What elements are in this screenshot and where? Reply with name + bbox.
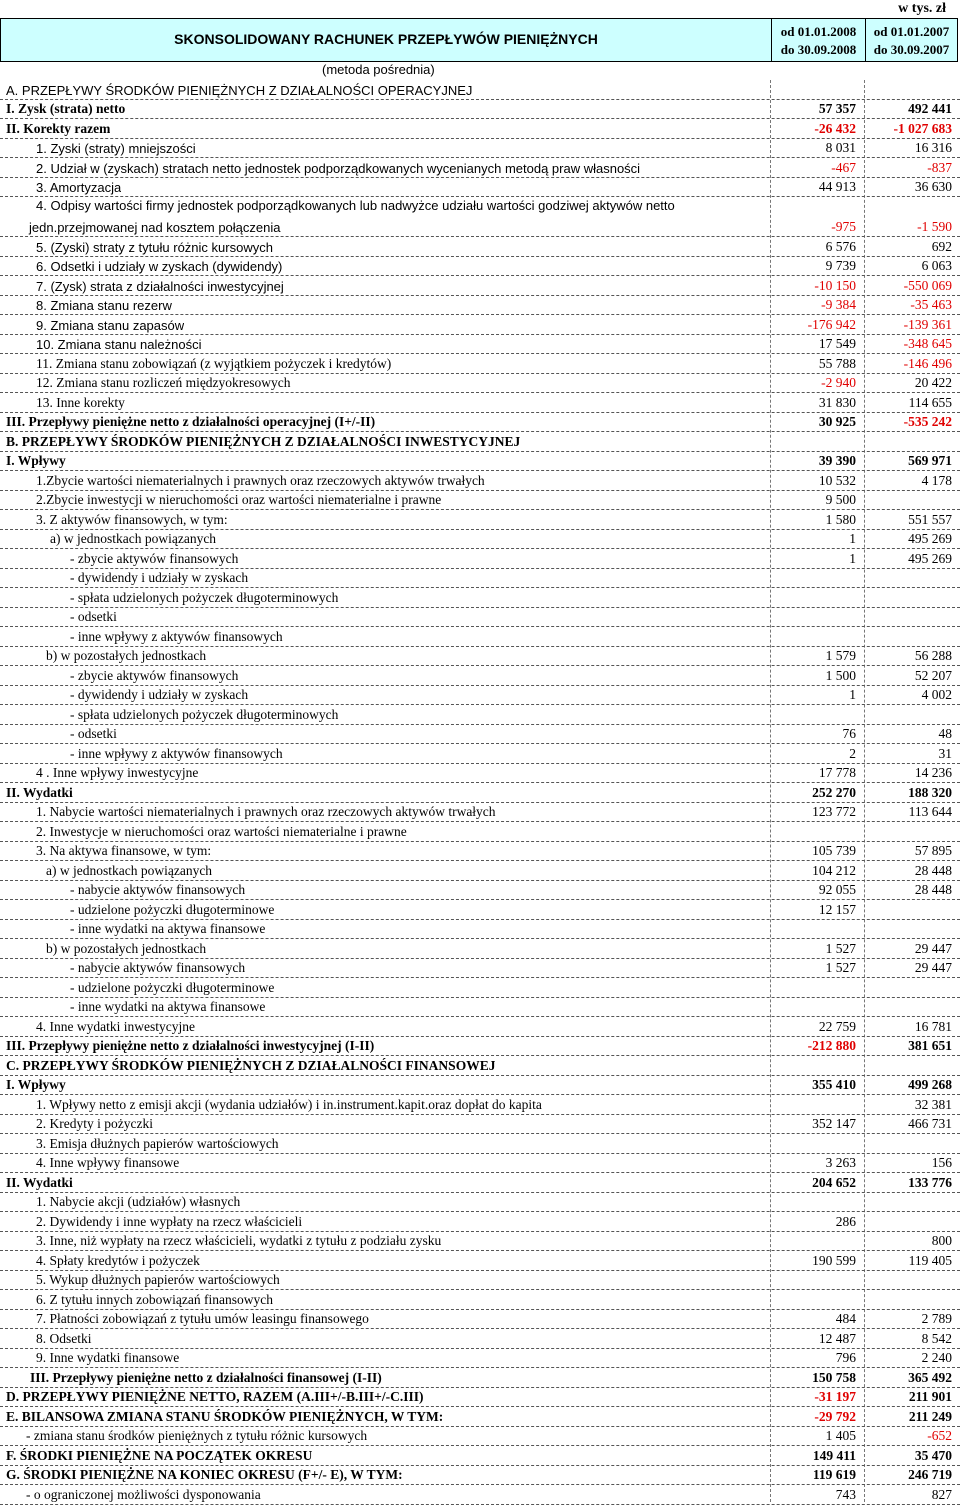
value-2007: -1 027 683 bbox=[893, 120, 952, 136]
value-2008: -26 432 bbox=[814, 120, 856, 136]
value-2007: 20 422 bbox=[914, 375, 952, 390]
value-2007: 4 178 bbox=[921, 472, 952, 488]
value-2007: 4 002 bbox=[921, 687, 952, 702]
value-2007: 692 bbox=[931, 238, 952, 254]
table-row bbox=[0, 1251, 960, 1271]
value-2007: 48 bbox=[938, 726, 952, 741]
value-2007: 119 405 bbox=[908, 1252, 952, 1268]
table-row bbox=[0, 1388, 960, 1408]
row-label: 3. Z aktywów finansowych, w tym: bbox=[36, 511, 228, 527]
value-2008: 105 739 bbox=[812, 843, 856, 858]
table-row bbox=[0, 413, 960, 433]
row-label: 8. Zmiana stanu rezerw bbox=[36, 298, 172, 313]
row-label: 8. Odsetki bbox=[36, 1330, 92, 1346]
row-label: 1. Wpływy netto z emisji akcji (wydania udziałów) i in.instrument.kapit.oraz dopłat do kapita bbox=[36, 1096, 542, 1112]
row-label: II. Wydatki bbox=[6, 784, 73, 800]
table-row bbox=[0, 705, 960, 725]
value-2008: 150 758 bbox=[812, 1369, 856, 1385]
table-row bbox=[0, 1134, 960, 1154]
value-2008: 17 778 bbox=[818, 765, 856, 780]
table-row bbox=[0, 178, 960, 198]
unit-label: w tys. zł bbox=[898, 1, 946, 16]
row-label: III. Przepływy pieniężne netto z działalności operacyjnej (I+/-II) bbox=[6, 414, 376, 429]
cash-flow-table bbox=[0, 80, 960, 1505]
value-2008: 352 147 bbox=[812, 1116, 856, 1131]
value-2007: 29 447 bbox=[914, 960, 952, 975]
table-row bbox=[0, 1427, 960, 1447]
table-row bbox=[0, 1271, 960, 1291]
value-2008: -29 792 bbox=[814, 1408, 856, 1424]
row-label: 1. Zyski (straty) mniejszości bbox=[36, 141, 196, 156]
table-row bbox=[0, 861, 960, 881]
table-row bbox=[0, 900, 960, 920]
table-row bbox=[0, 335, 960, 355]
value-2007: 16 781 bbox=[914, 1018, 952, 1034]
table-row bbox=[0, 920, 960, 940]
row-label: E. BILANSOWA ZMIANA STANU ŚRODKÓW PIENIĘŻNYCH, W TYM: bbox=[6, 1408, 444, 1424]
table-row bbox=[0, 393, 960, 413]
value-2007: 6 063 bbox=[921, 258, 952, 273]
row-label: 6. Z tytułu innych zobowiązań finansowych bbox=[36, 1291, 273, 1307]
row-label: 4 . Inne wpływy inwestycyjne bbox=[36, 765, 199, 780]
value-2007: -1 590 bbox=[917, 219, 952, 234]
value-2007: 35 470 bbox=[914, 1447, 952, 1463]
value-2008: 119 619 bbox=[812, 1467, 856, 1482]
table-row bbox=[0, 627, 960, 647]
value-2007: -146 496 bbox=[903, 355, 952, 371]
value-2008: 44 913 bbox=[818, 179, 856, 194]
row-label: 9. Zmiana stanu zapasów bbox=[36, 317, 185, 333]
row-label: a) w jednostkach powiązanych bbox=[50, 531, 217, 546]
value-2007: 56 288 bbox=[914, 648, 952, 663]
table-row bbox=[0, 471, 960, 491]
table-row bbox=[0, 1329, 960, 1349]
table-row bbox=[0, 100, 960, 120]
period-from: od 01.01.2008 bbox=[780, 24, 857, 39]
row-label: 10. Zmiana stanu należności bbox=[36, 337, 202, 352]
row-label: 6. Odsetki i udziały w zyskach (dywidendy) bbox=[36, 259, 283, 274]
value-2007: 499 268 bbox=[908, 1077, 952, 1092]
value-2008: 8 031 bbox=[825, 140, 856, 155]
row-label: 1. Nabycie wartości niematerialnych i prawnych oraz rzeczowych aktywów trwałych bbox=[36, 804, 496, 819]
value-2008: 1 bbox=[849, 550, 856, 566]
row-label: 5. Wykup dłużnych papierów wartościowych bbox=[36, 1272, 280, 1287]
row-label: 1. Nabycie akcji (udziałów) własnych bbox=[36, 1194, 241, 1209]
value-2008: 9 739 bbox=[825, 258, 856, 273]
table-row bbox=[0, 491, 960, 511]
value-2007: 28 448 bbox=[914, 882, 952, 897]
table-row bbox=[0, 1017, 960, 1037]
table-row bbox=[0, 725, 960, 745]
table-row bbox=[0, 881, 960, 901]
value-2007: -837 bbox=[927, 159, 952, 175]
table-row bbox=[0, 1056, 960, 1076]
row-label: 3. Inne, niż wypłaty na rzecz właścicieli, wydatki z tytułu z podziału zysku bbox=[36, 1233, 442, 1248]
table-row bbox=[0, 1290, 960, 1310]
value-2008: 743 bbox=[835, 1486, 856, 1502]
table-row bbox=[0, 315, 960, 335]
value-2008: 17 549 bbox=[818, 336, 856, 351]
value-2007: 113 644 bbox=[908, 804, 952, 819]
value-2007: 14 236 bbox=[914, 765, 952, 780]
value-2007: 57 895 bbox=[914, 843, 952, 858]
row-label: II. Wydatki bbox=[6, 1174, 73, 1190]
value-2007: -652 bbox=[927, 1428, 952, 1443]
value-2007: 133 776 bbox=[908, 1174, 952, 1190]
value-2008: 12 487 bbox=[818, 1330, 856, 1346]
row-label: - inne wydatki na aktywa finansowe bbox=[70, 921, 266, 936]
row-label: 11. Zmiana stanu zobowiązań (z wyjątkiem pożyczek i kredytów) bbox=[36, 355, 392, 371]
table-row bbox=[0, 1232, 960, 1252]
row-label: b) w pozostałych jednostkach bbox=[46, 940, 207, 956]
table-row bbox=[0, 1446, 960, 1466]
row-label: III. Przepływy pieniężne netto z działalności inwestycyjnej (I-II) bbox=[6, 1038, 375, 1053]
value-2007: 188 320 bbox=[908, 784, 952, 800]
value-2008: -2 940 bbox=[821, 375, 856, 390]
table-row bbox=[0, 1212, 960, 1232]
table-row bbox=[0, 237, 960, 257]
value-2008: -10 150 bbox=[814, 277, 856, 293]
row-label: 2.Zbycie inwestycji w nieruchomości oraz wartości niematerialne i prawne bbox=[36, 492, 442, 507]
report-title: SKONSOLIDOWANY RACHUNEK PRZEPŁYWÓW PIENIĘŻNYCH bbox=[174, 31, 598, 47]
value-2007: 36 630 bbox=[914, 179, 952, 194]
table-row bbox=[0, 1076, 960, 1096]
value-2007: 800 bbox=[931, 1233, 952, 1248]
row-label: 7. (Zysk) strata z działalności inwestycyjnej bbox=[36, 278, 284, 294]
row-label: 2. Dywidendy i inne wypłaty na rzecz właścicieli bbox=[36, 1213, 303, 1229]
value-2007: -348 645 bbox=[903, 336, 952, 351]
value-2008: 92 055 bbox=[818, 882, 856, 897]
value-2007: 8 542 bbox=[921, 1330, 952, 1346]
value-2007: 29 447 bbox=[914, 940, 952, 956]
row-label: F. ŚRODKI PIENIĘŻNE NA POCZĄTEK OKRESU bbox=[6, 1447, 313, 1463]
row-label: a) w jednostkach powiązanych bbox=[46, 862, 213, 878]
row-label: - inne wpływy z aktywów finansowych bbox=[70, 745, 283, 761]
value-2008: 104 212 bbox=[812, 862, 856, 878]
value-2008: 39 390 bbox=[818, 453, 856, 468]
row-label: 13. Inne korekty bbox=[36, 394, 125, 410]
table-row bbox=[0, 530, 960, 550]
row-label: II. Korekty razem bbox=[6, 120, 111, 136]
value-2008: 190 599 bbox=[812, 1252, 856, 1268]
table-row bbox=[0, 158, 960, 178]
value-2008: 57 357 bbox=[818, 101, 856, 116]
value-2007: 495 269 bbox=[908, 531, 952, 546]
period-to: do 30.09.2008 bbox=[780, 42, 857, 57]
table-row bbox=[0, 783, 960, 803]
period-header-2008 bbox=[771, 19, 865, 61]
table-row bbox=[0, 1115, 960, 1135]
table-row bbox=[0, 1095, 960, 1115]
table-row bbox=[0, 569, 960, 589]
row-label: - zmiana stanu środków pieniężnych z tytułu różnic kursowych bbox=[26, 1428, 368, 1443]
row-label: 9. Inne wydatki finansowe bbox=[36, 1350, 180, 1365]
table-row bbox=[0, 647, 960, 667]
table-row bbox=[0, 686, 960, 706]
value-2007: 31 bbox=[938, 745, 952, 761]
row-label: - zbycie aktywów finansowych bbox=[70, 667, 239, 683]
value-2007: 495 269 bbox=[908, 550, 952, 566]
value-2008: 9 500 bbox=[825, 492, 856, 507]
period-header-2007 bbox=[865, 19, 957, 61]
value-2007: 211 901 bbox=[908, 1389, 952, 1404]
row-label: - nabycie aktywów finansowych bbox=[70, 960, 246, 975]
row-label: - odsetki bbox=[70, 609, 117, 624]
value-2008: 55 788 bbox=[818, 355, 856, 371]
value-2008: -467 bbox=[831, 159, 856, 175]
table-row bbox=[0, 296, 960, 316]
table-row bbox=[0, 608, 960, 628]
value-2007: 16 316 bbox=[914, 140, 952, 155]
value-2008: 12 157 bbox=[818, 901, 856, 917]
row-label: 4. Odpisy wartości firmy jednostek podporządkowanych lub nadwyżce udziału wartości godziwej aktywów netto bbox=[36, 198, 675, 213]
value-2007: 381 651 bbox=[908, 1038, 952, 1053]
value-2007: -35 463 bbox=[910, 297, 952, 312]
row-label: 2. Inwestycje w nieruchomości oraz wartości niematerialne i prawne bbox=[36, 823, 407, 839]
row-label: 3. Emisja dłużnych papierów wartościowych bbox=[36, 1135, 279, 1151]
row-label: B. PRZEPŁYWY ŚRODKÓW PIENIĘŻNYCH Z DZIAŁALNOŚCI INWESTYCYJNEJ bbox=[6, 433, 521, 449]
row-label: G. ŚRODKI PIENIĘŻNE NA KONIEC OKRESU (F+/- E), W TYM: bbox=[6, 1467, 403, 1482]
value-2007: 114 655 bbox=[908, 394, 952, 410]
value-2008: 1 579 bbox=[825, 648, 856, 663]
table-row bbox=[0, 998, 960, 1018]
row-label: 3. Amortyzacja bbox=[36, 180, 122, 195]
row-label: I. Wpływy bbox=[6, 453, 66, 468]
value-2007: 2 240 bbox=[921, 1350, 952, 1365]
value-2008: 286 bbox=[835, 1213, 856, 1229]
value-2007: 569 971 bbox=[908, 453, 952, 468]
table-row bbox=[0, 1193, 960, 1213]
table-row bbox=[0, 1466, 960, 1486]
table-row bbox=[0, 666, 960, 686]
value-2008: 1 527 bbox=[825, 960, 856, 975]
value-2008: 1 527 bbox=[825, 940, 856, 956]
value-2008: -212 880 bbox=[807, 1038, 856, 1053]
value-2008: 1 500 bbox=[825, 667, 856, 683]
row-label: - odsetki bbox=[70, 726, 117, 741]
value-2007: 28 448 bbox=[914, 862, 952, 878]
row-label: - spłata udzielonych pożyczek długoterminowych bbox=[70, 589, 339, 605]
table-row bbox=[0, 939, 960, 959]
table-row bbox=[0, 452, 960, 472]
table-row bbox=[0, 959, 960, 979]
value-2007: 827 bbox=[931, 1486, 952, 1502]
table-row bbox=[0, 354, 960, 374]
value-2007: 211 249 bbox=[908, 1408, 952, 1424]
table-row bbox=[0, 510, 960, 530]
table-row bbox=[0, 842, 960, 862]
table-row bbox=[0, 139, 960, 159]
table-row bbox=[0, 1407, 960, 1427]
value-2008: 1 bbox=[849, 687, 856, 702]
value-2007: 156 bbox=[931, 1155, 952, 1170]
table-row bbox=[0, 1368, 960, 1388]
value-2008: 1 bbox=[849, 531, 856, 546]
row-label: 4. Inne wpływy finansowe bbox=[36, 1155, 180, 1170]
row-label: - udzielone pożyczki długoterminowe bbox=[70, 979, 275, 995]
value-2008: 10 532 bbox=[818, 472, 856, 488]
value-2007: -550 069 bbox=[903, 277, 952, 293]
table-row bbox=[0, 803, 960, 823]
value-2008: -975 bbox=[831, 219, 856, 234]
table-row bbox=[0, 549, 960, 569]
value-2008: 484 bbox=[835, 1311, 856, 1326]
value-2008: 149 411 bbox=[812, 1447, 856, 1463]
table-row bbox=[0, 1349, 960, 1369]
value-2007: 466 731 bbox=[908, 1116, 952, 1131]
row-label: III. Przepływy pieniężne netto z działalności finansowej (I-II) bbox=[30, 1369, 382, 1385]
value-2007: -535 242 bbox=[903, 414, 952, 429]
value-2008: 30 925 bbox=[818, 414, 856, 429]
table-row bbox=[0, 1037, 960, 1057]
value-2007: 246 719 bbox=[908, 1467, 952, 1482]
row-label: - o ograniczonej możliwości dysponowania bbox=[26, 1486, 261, 1502]
value-2008: 76 bbox=[842, 726, 856, 741]
row-label: - inne wydatki na aktywa finansowe bbox=[70, 999, 266, 1014]
value-2008: 2 bbox=[849, 745, 856, 761]
method-label: (metoda pośrednia) bbox=[322, 62, 435, 77]
row-label: 1.Zbycie wartości niematerialnych i prawnych oraz rzeczowych aktywów trwałych bbox=[36, 472, 485, 488]
table-row bbox=[0, 978, 960, 998]
row-label: 12. Zmiana stanu rozliczeń międzyokresowych bbox=[36, 375, 291, 390]
row-label: A. PRZEPŁYWY ŚRODKÓW PIENIĘŻNYCH Z DZIAŁALNOŚCI OPERACYJNEJ bbox=[6, 82, 473, 98]
value-2007: 52 207 bbox=[914, 667, 952, 683]
value-2007: 551 557 bbox=[908, 511, 952, 527]
value-2008: 796 bbox=[835, 1350, 856, 1365]
row-label: - dywidendy i udziały w zyskach bbox=[70, 687, 249, 702]
value-2008: 6 576 bbox=[825, 238, 856, 254]
row-label: - zbycie aktywów finansowych bbox=[70, 550, 239, 566]
value-2008: 1 580 bbox=[825, 511, 856, 527]
period-from: od 01.01.2007 bbox=[873, 24, 950, 39]
table-row bbox=[0, 197, 960, 237]
value-2008: -176 942 bbox=[807, 316, 856, 332]
table-row bbox=[0, 119, 960, 139]
report-header bbox=[0, 18, 958, 62]
value-2008: -31 197 bbox=[814, 1389, 856, 1404]
value-2007: 492 441 bbox=[908, 101, 952, 116]
period-to: do 30.09.2007 bbox=[873, 42, 950, 57]
value-2007: 2 789 bbox=[921, 1311, 952, 1326]
row-label: 7. Płatności zobowiązań z tytułu umów leasingu finansowego bbox=[36, 1311, 369, 1326]
table-row bbox=[0, 1310, 960, 1330]
value-2007: 32 381 bbox=[914, 1096, 952, 1112]
value-2008: 3 263 bbox=[825, 1155, 856, 1170]
table-row bbox=[0, 432, 960, 452]
value-2008: 204 652 bbox=[812, 1174, 856, 1190]
row-label: I. Wpływy bbox=[6, 1077, 66, 1092]
table-row bbox=[0, 744, 960, 764]
row-label: 2. Udział w (zyskach) stratach netto jednostek podporządkowanych wycenianych metodą praw własności bbox=[36, 160, 641, 176]
row-label: 4. Spłaty kredytów i pożyczek bbox=[36, 1252, 200, 1268]
row-label: 4. Inne wydatki inwestycyjne bbox=[36, 1018, 195, 1034]
value-2008: 31 830 bbox=[818, 394, 856, 410]
row-label: 3. Na aktywa finansowe, w tym: bbox=[36, 843, 212, 858]
value-2007: 365 492 bbox=[908, 1369, 952, 1385]
row-label: 2. Kredyty i pożyczki bbox=[36, 1116, 153, 1131]
row-label: - dywidendy i udziały w zyskach bbox=[70, 570, 249, 585]
table-row bbox=[0, 764, 960, 784]
row-label: 5. (Zyski) straty z tytułu różnic kursowych bbox=[36, 239, 273, 255]
row-label: I. Zysk (strata) netto bbox=[6, 101, 126, 116]
row-label: - spłata udzielonych pożyczek długoterminowych bbox=[70, 706, 339, 722]
row-label: - nabycie aktywów finansowych bbox=[70, 882, 246, 897]
row-label: C. PRZEPŁYWY ŚRODKÓW PIENIĘŻNYCH Z DZIAŁALNOŚCI FINANSOWEJ bbox=[6, 1057, 496, 1073]
table-row bbox=[0, 276, 960, 296]
table-row bbox=[0, 822, 960, 842]
table-row bbox=[0, 80, 960, 100]
value-2008: 355 410 bbox=[812, 1077, 856, 1092]
row-label: b) w pozostałych jednostkach bbox=[46, 648, 207, 663]
value-2008: 123 772 bbox=[812, 804, 856, 819]
value-2008: 1 405 bbox=[825, 1428, 856, 1443]
row-label: - inne wpływy z aktywów finansowych bbox=[70, 628, 283, 644]
value-2007: -139 361 bbox=[903, 316, 952, 332]
row-label: - udzielone pożyczki długoterminowe bbox=[70, 901, 275, 917]
table-row bbox=[0, 257, 960, 277]
value-2008: 22 759 bbox=[818, 1018, 856, 1034]
row-label: D. PRZEPŁYWY PIENIĘŻNE NETTO, RAZEM (A.III+/-B.III+/-C.III) bbox=[6, 1389, 424, 1404]
table-row bbox=[0, 588, 960, 608]
table-row bbox=[0, 374, 960, 394]
table-row bbox=[0, 1173, 960, 1193]
value-2008: -9 384 bbox=[821, 297, 856, 312]
table-row bbox=[0, 1154, 960, 1174]
value-2008: 252 270 bbox=[812, 784, 856, 800]
row-label-continued: jedn.przejmowanej nad kosztem połączenia bbox=[29, 220, 281, 235]
